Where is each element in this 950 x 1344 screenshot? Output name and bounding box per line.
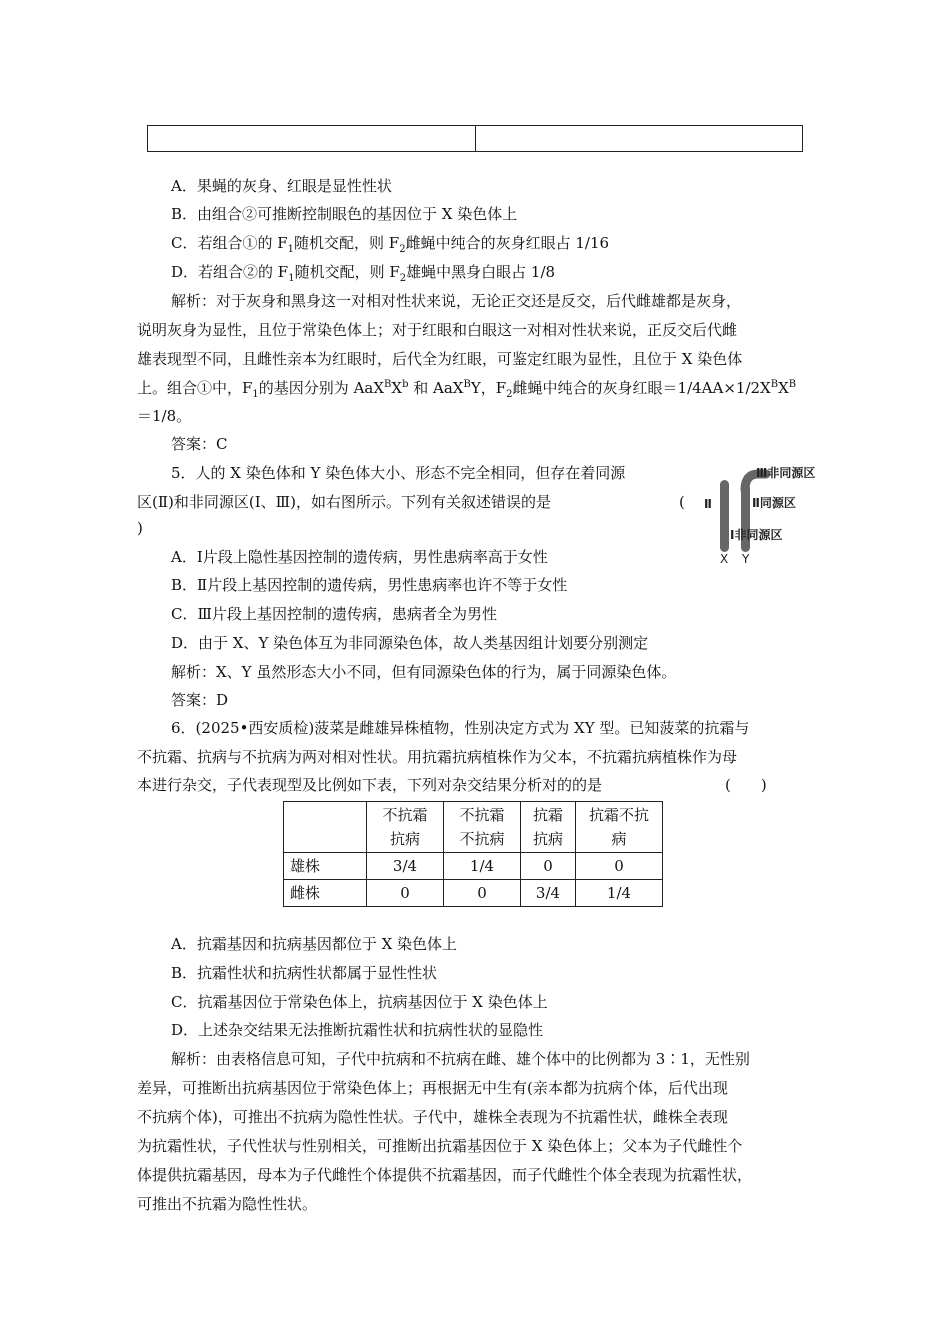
table-cell	[148, 126, 475, 151]
q5-answer-paren-open: (	[679, 493, 685, 511]
table-cell: 0	[521, 853, 576, 880]
q6-option-c: C．抗霜基因位于常染色体上，抗病基因位于 X 染色体上	[171, 993, 548, 1011]
table-header-cell: 抗霜不抗 病	[576, 802, 663, 853]
q5-analysis: 解析：X、Y 虽然形态大小不同，但有同源染色体的行为，属于同源染色体。	[171, 663, 677, 681]
q4-option-c: C．若组合①的 $F_1$随机交配，则 $F_2$雌蝇中纯合的灰身红眼占 1/16	[171, 234, 610, 255]
row-label-male: 雄株	[284, 853, 367, 880]
q4-option-b: B．由组合②可推断控制眼色的基因位于 X 染色体上	[171, 205, 518, 223]
q6-analysis-line: 解析：由表格信息可知，子代中抗病和不抗病在雌、雄个体中的比例都为 3∶1，无性别	[171, 1050, 750, 1068]
q5-option-b: B．Ⅱ片段上基因控制的遗传病，男性患病率也许不等于女性	[171, 576, 568, 594]
table-cell: 1/4	[576, 880, 663, 907]
q6-results-table	[283, 801, 663, 907]
q4-answer: 答案：C	[171, 435, 228, 453]
q4-analysis-line: 说明灰身为显性，且位于常染色体上；对于红眼和白眼这一对相对性状来说，正反交后代雌	[137, 321, 738, 339]
label-iii-nonhomologous: Ⅲ非同源区	[756, 466, 816, 480]
q6-stem-line: 本进行杂交，子代表现型及比例如下表，下列对杂交结果分析对的的是	[137, 776, 603, 794]
table-cell: 0	[444, 880, 521, 907]
q5-stem-line: 区(Ⅱ)和非同源区(Ⅰ、Ⅲ)，如右图所示。下列有关叙述错误的是	[137, 493, 551, 511]
table-cell: 0	[576, 853, 663, 880]
table-row	[284, 880, 663, 907]
q6-option-b: B．抗霜性状和抗病性状都属于显性性状	[171, 964, 438, 982]
top-table-remnant	[147, 125, 803, 152]
q5-answer: 答案：D	[171, 691, 229, 709]
table-header-cell: 抗霜 抗病	[521, 802, 576, 853]
q6-stem-line: 6．(2025•西安质检)菠菜是雌雄异株植物，性别决定方式为 XY 型。已知菠菜的抗霜与	[171, 719, 750, 737]
label-i-nonhomologous: Ⅰ非同源区	[730, 528, 783, 542]
label-y: Y	[742, 552, 750, 566]
q6-option-a: A．抗霜基因和抗病基因都位于 X 染色体上	[171, 935, 458, 953]
q5-option-a: A．Ⅰ片段上隐性基因控制的遗传病，男性患病率高于女性	[171, 548, 548, 566]
q6-analysis-line: 可推出不抗霜为隐性性状。	[137, 1195, 318, 1213]
table-corner-cell	[284, 802, 367, 853]
label-x: X	[720, 552, 729, 566]
label-ii-left: Ⅱ	[704, 497, 712, 511]
q5-option-d: D．由于 X、Y 染色体互为非同源染色体，故人类基因组计划要分别测定	[171, 634, 649, 652]
q6-analysis-line: 体提供抗霜基因，母本为子代雌性个体提供不抗霜基因，而子代雌性个体全表现为抗霜性状，	[137, 1166, 753, 1184]
q4-analysis-line: ＝1/8。	[137, 407, 192, 425]
table-cell: 1/4	[444, 853, 521, 880]
table-header-row	[284, 802, 663, 853]
q4-analysis-line: 上。组合①中，$F_1$的基因分别为 $AaX^BX^b$ 和 AaX$^B$Y，$F_2$雌蝇中纯合的灰身红眼$=1/4AA\times 1/2X^BX^B$	[137, 379, 797, 400]
table-header-cell: 不抗霜 不抗病	[444, 802, 521, 853]
table-header-cell: 不抗霜 抗病	[367, 802, 444, 853]
row-label-female: 雌株	[284, 880, 367, 907]
table-cell: 0	[367, 880, 444, 907]
q5-option-c: C．Ⅲ片段上基因控制的遗传病，患病者全为男性	[171, 605, 497, 623]
table-row	[284, 853, 663, 880]
q4-analysis-line: 解析：对于灰身和黑身这一对相对性状来说，无论正交还是反交，后代雌雄都是灰身，	[171, 292, 742, 310]
q6-analysis-line: 为抗霜性状，子代性状与性别相关，可推断出抗霜基因位于 X 染色体上；父本为子代雌性个	[137, 1137, 743, 1155]
x-chromosome	[720, 480, 729, 552]
q4-analysis-line: 雄表现型不同，且雌性亲本为红眼时，后代全为红眼，可鉴定红眼为显性，且位于 X 染色体	[137, 350, 743, 368]
q5-answer-paren-close: )	[137, 519, 143, 537]
q6-option-d: D．上述杂交结果无法推断抗霜性状和抗病性状的显隐性	[171, 1021, 544, 1039]
q6-analysis-line: 不抗病个体)，可推出不抗病为隐性性状。子代中，雄株全表现为不抗霜性状，雌株全表现	[137, 1108, 728, 1126]
q6-answer-paren: ( )	[725, 776, 767, 794]
table-cell	[475, 126, 803, 151]
chromosome-diagram	[700, 460, 830, 570]
table-cell: 3/4	[521, 880, 576, 907]
label-ii-homologous: Ⅱ同源区	[752, 496, 796, 510]
q5-stem-line: 5．人的 X 染色体和 Y 染色体大小、形态不完全相同，但存在着同源	[171, 464, 626, 482]
q4-option-d: D．若组合②的 $F_1$随机交配，则 $F_2$雄蝇中黑身白眼占 1/8	[171, 263, 556, 284]
q6-stem-line: 不抗霜、抗病与不抗病为两对相对性状。用抗霜抗病植株作为父本，不抗霜抗病植株作为母	[137, 748, 738, 766]
q6-analysis-line: 差异，可推断出抗病基因位于常染色体上；再根据无中生有(亲本都为抗病个体，后代出现	[137, 1079, 728, 1097]
table-cell: 3/4	[367, 853, 444, 880]
q4-option-a: A．果蝇的灰身、红眼是显性性状	[171, 177, 392, 195]
